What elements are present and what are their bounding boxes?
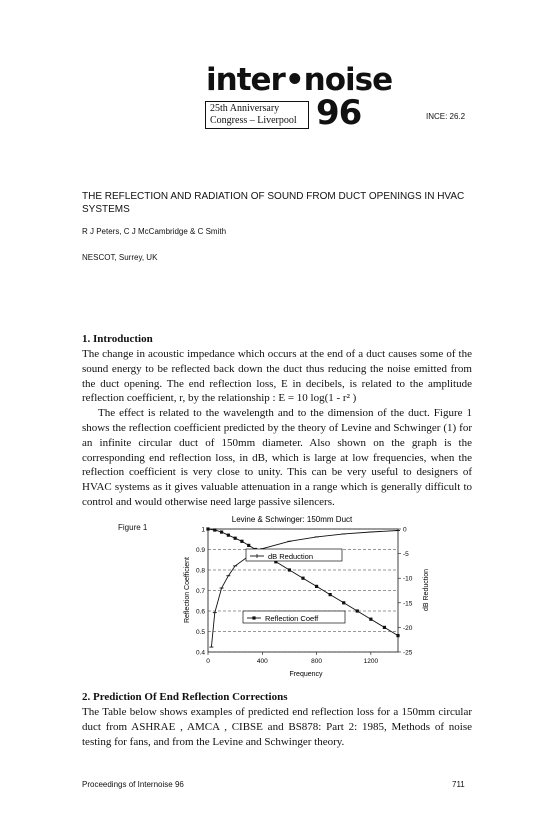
- congress-logo-wordmark: inter•noise: [206, 62, 393, 98]
- chart-x-tick: 800: [311, 658, 323, 665]
- chart-y-tick-left: 0.8: [195, 567, 205, 575]
- chart-title: Levine & Schwinger: 150mm Duct: [231, 515, 353, 524]
- chart-plot-area: [196, 527, 413, 666]
- section-1-paragraph-1: The change in acoustic impedance which occurs at the end of a duct causes some of the sound energy to be reflected back down the duct thus reducing the noise emitted from the duct opening. The end reflection loss, E in decibels, is related to the amplitude reflection coefficient, r, by the relationship : E = 10 log(1 - r² ): [82, 348, 472, 405]
- chart-series-line-1: [211, 531, 398, 648]
- chart-y-tick-left: 0.5: [195, 629, 205, 636]
- congress-logo-box: [205, 101, 309, 129]
- chart-point-reflection-coeff: [369, 618, 372, 621]
- chart-point-reflection-coeff: [240, 540, 243, 543]
- chart-point-reflection-coeff: [234, 537, 237, 540]
- chart-y-axis-label-right: dB Reduction: [423, 568, 430, 612]
- chart-point-reflection-coeff: [213, 528, 216, 531]
- chart-y-tick-left: 0.7: [195, 588, 205, 595]
- chart-y-tick-right: -10: [403, 575, 413, 583]
- footer-proceedings: Proceedings of Internoise 96: [82, 780, 184, 789]
- chart-y-tick-right: -20: [403, 624, 413, 632]
- chart-x-tick: 0: [206, 658, 210, 665]
- chart-x-tick: 400: [256, 658, 268, 665]
- chart-point-reflection-coeff: [329, 593, 332, 596]
- chart-x-tick: 1200: [363, 658, 379, 665]
- figure-label: Figure 1: [118, 523, 148, 532]
- chart-y-tick-left: 1: [201, 526, 205, 534]
- section-1-paragraph-2: The effect is related to the wavelength and to the dimension of the duct. Figure 1 shows the reflection coefficient predicted by the theory of Levine and Schwinger (1) for an infinite circular duct of 150mm diameter. Also shown on the graph is the corresponding end reflection loss, in dB, which is large at low frequencies, when the reflection coefficient is very close to unity. This can be very useful to designers of HVAC systems as it gives valuable attenuation in a range which is generally difficult to control and would otherwise need large passive silencers.: [82, 407, 472, 508]
- chart-point-reflection-coeff: [247, 544, 250, 547]
- chart-point-reflection-coeff: [396, 634, 399, 637]
- chart-legend-marker: [252, 616, 255, 619]
- chart-legend-label: dB Reduction: [268, 551, 314, 561]
- paper-authors: R J Peters, C J McCambridge & C Smith: [82, 227, 227, 236]
- logo-line-2: Congress – Liverpool: [210, 115, 297, 126]
- paper-reference: INCE: 26.2: [426, 112, 466, 121]
- chart-point-reflection-coeff: [288, 568, 291, 571]
- chart-point-reflection-coeff: [356, 609, 359, 612]
- paper-affiliation: NESCOT, Surrey, UK: [82, 253, 158, 262]
- chart-point-reflection-coeff: [227, 534, 230, 537]
- section-1-body: [82, 347, 472, 510]
- chart-y-axis-label-left: Reflection Coefficient: [184, 556, 191, 624]
- logo-line-1: 25th Anniversary: [210, 103, 280, 114]
- chart-y-tick-right: 0: [403, 526, 407, 534]
- footer-page-number: 711: [452, 780, 465, 789]
- section-2-paragraph-1: The Table below shows examples of predicted end reflection loss for a 150mm circular duct from ASHRAE , AMCA , CIBSE and BS878: Part 2: 1985, Methods of noise testing for fans, and from the Levine and Schwinger theory.: [82, 706, 472, 748]
- paper-title: THE REFLECTION AND RADIATION OF SOUND FROM DUCT OPENINGS IN HVAC SYSTEMS: [82, 191, 465, 215]
- chart-y-tick-left: 0.9: [195, 547, 205, 554]
- section-2-heading: 2. Prediction Of End Reflection Corrections: [82, 691, 288, 703]
- chart-point-reflection-coeff: [220, 530, 223, 533]
- chart-legend-label: Reflection Coeff: [265, 613, 319, 623]
- chart-y-tick-left: 0.4: [195, 649, 205, 657]
- chart-point-reflection-coeff: [315, 585, 318, 588]
- chart-x-axis-label: Frequency: [289, 671, 323, 678]
- chart-y-tick-left: 0.6: [195, 608, 205, 616]
- figure-1-chart: [170, 510, 440, 680]
- congress-logo-year: 96: [316, 93, 362, 133]
- chart-y-tick-right: -15: [403, 600, 413, 608]
- chart-point-reflection-coeff: [206, 527, 209, 530]
- chart-point-reflection-coeff: [342, 601, 345, 604]
- section-1-heading: 1. Introduction: [82, 333, 153, 345]
- chart-point-reflection-coeff: [383, 626, 386, 629]
- chart-point-reflection-coeff: [301, 577, 304, 580]
- chart-y-tick-right: -25: [403, 649, 413, 657]
- chart-y-tick-right: -5: [403, 551, 409, 559]
